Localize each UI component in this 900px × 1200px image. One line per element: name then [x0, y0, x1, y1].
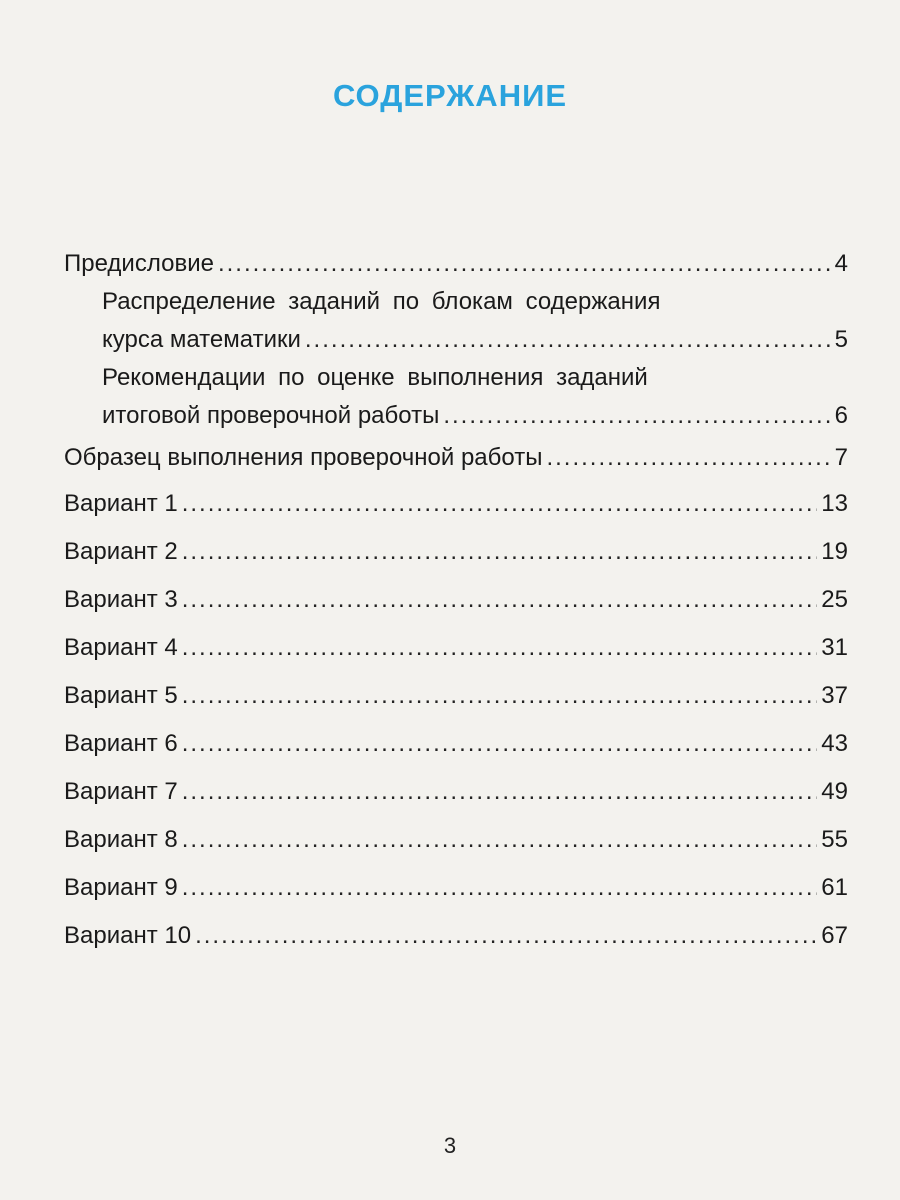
page-number: 3 [443, 1133, 457, 1158]
toc-label: курса математики [102, 326, 301, 353]
toc-entry-preface[interactable] [64, 248, 848, 280]
toc-sub-entry-2-line2[interactable] [64, 400, 848, 432]
toc-label: Вариант 3 [64, 586, 178, 613]
toc-label: Вариант 4 [64, 634, 178, 661]
toc-page: 31 [821, 634, 848, 661]
toc-page: 43 [821, 730, 848, 757]
toc-label: Вариант 1 [64, 490, 178, 517]
toc-page: 37 [821, 682, 848, 709]
leader-dots [305, 324, 831, 356]
toc-entry-sample[interactable] [64, 442, 848, 474]
leader-dots [182, 728, 818, 760]
toc-variants-list [64, 488, 848, 952]
toc-page: 55 [821, 826, 848, 853]
toc-label: Вариант 6 [64, 730, 178, 757]
leader-dots [182, 632, 818, 664]
toc-label: Вариант 9 [64, 874, 178, 901]
toc-entry-variant[interactable] [64, 536, 848, 568]
toc-sub-entry-2-line1[interactable] [64, 362, 848, 394]
toc-label: Вариант 10 [64, 922, 192, 949]
leader-dots [182, 584, 818, 616]
leader-dots [182, 872, 818, 904]
toc-page: 49 [821, 778, 848, 805]
toc-label: Вариант 2 [64, 538, 178, 565]
toc-sub-entry-1-line2[interactable] [64, 324, 848, 356]
toc-page: 25 [821, 586, 848, 613]
toc-entry-variant[interactable] [64, 488, 848, 520]
toc-entry-variant[interactable] [64, 632, 848, 664]
leader-dots [182, 776, 818, 808]
toc-label: Образец выполнения проверочной работы [64, 444, 543, 471]
toc-entry-variant[interactable] [64, 824, 848, 856]
toc-entry-variant[interactable] [64, 584, 848, 616]
toc-page: 13 [821, 490, 848, 517]
toc-entry-variant[interactable] [64, 920, 848, 952]
leader-dots [546, 442, 830, 474]
page-title: СОДЕРЖАНИЕ [332, 78, 568, 113]
leader-dots [182, 536, 818, 568]
toc-sub-entry-1-line1[interactable] [64, 286, 848, 318]
toc-label: Вариант 7 [64, 778, 178, 805]
toc-page: 61 [821, 874, 848, 901]
toc-page: 7 [834, 444, 848, 471]
toc-entry-variant[interactable] [64, 680, 848, 712]
toc-label: итоговой проверочной работы [102, 402, 440, 429]
toc-entry-variant[interactable] [64, 776, 848, 808]
toc-page: 4 [834, 250, 848, 277]
toc-label: Распределение заданий по блокам содержания [102, 288, 661, 315]
toc-label: Рекомендации по оценке выполнения заданий [102, 364, 648, 391]
leader-dots [182, 680, 818, 712]
toc-label: Вариант 8 [64, 826, 178, 853]
leader-dots [218, 248, 831, 280]
toc-entry-variant[interactable] [64, 872, 848, 904]
toc-page: 6 [834, 402, 848, 429]
leader-dots [443, 400, 830, 432]
toc-page: 5 [834, 326, 848, 353]
toc-label: Предисловие [64, 250, 214, 277]
leader-dots [182, 824, 818, 856]
table-of-contents [64, 248, 848, 952]
toc-page: 67 [821, 922, 848, 949]
toc-page: 19 [821, 538, 848, 565]
toc-label: Вариант 5 [64, 682, 178, 709]
leader-dots [182, 488, 818, 520]
toc-entry-variant[interactable] [64, 728, 848, 760]
leader-dots [195, 920, 817, 952]
